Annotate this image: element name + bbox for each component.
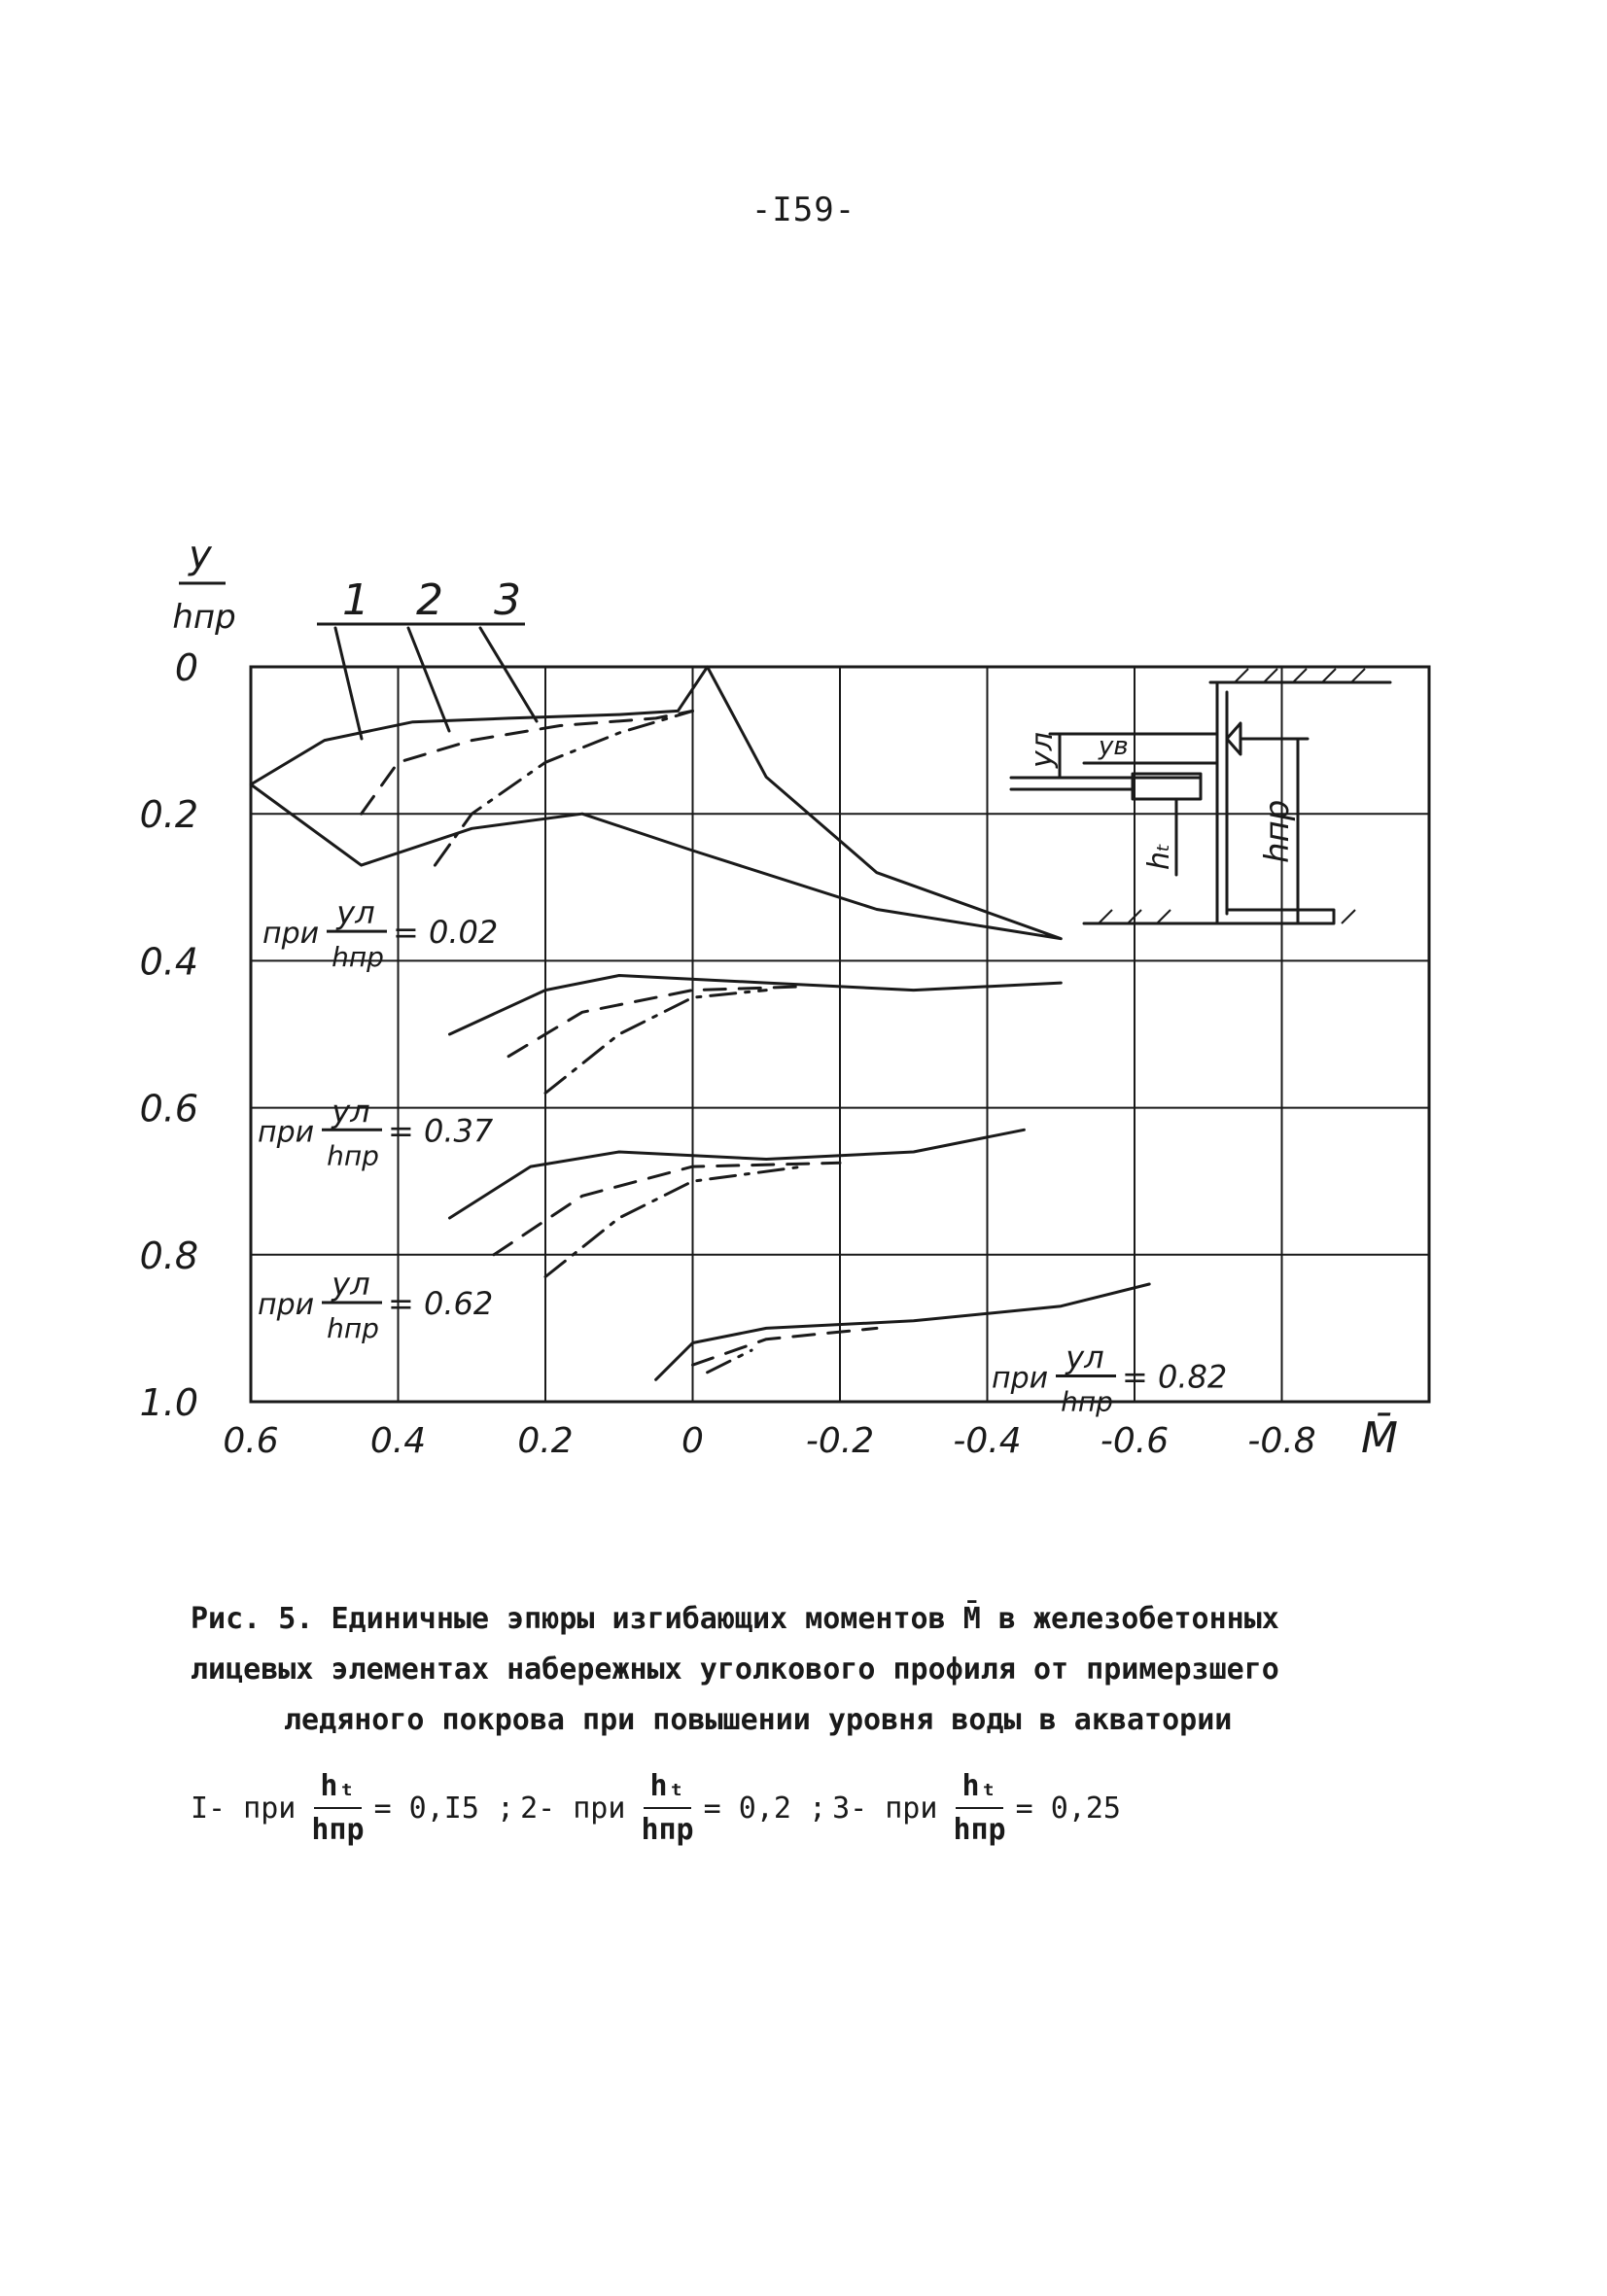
curve-group-3-series-1 [450,1130,1025,1218]
group-label-4 [992,1339,1227,1418]
x-tick-label-4: -0.2 [805,1421,875,1461]
inset-schematic [1011,669,1390,923]
curve-legend-leader-3 [480,628,537,721]
y-axis-label-num: y [189,533,212,577]
group-label-value: = 0.02 [393,914,499,952]
y-tick-labels [140,646,198,1424]
group-label-den: hпр [327,1139,379,1172]
formula-1-prefix: I- при [191,1791,297,1826]
group-label-value: = 0.62 [388,1284,494,1322]
y-tick-label-0: 0 [174,646,198,689]
group-label-num: yл [1066,1339,1104,1376]
formula-3-fraction [953,1769,1005,1847]
caption-formula [191,1750,1127,1866]
inset-label-yl: yл [1026,732,1060,768]
inset-label-yv: yв [1099,732,1129,761]
y-tick-label-5: 1.0 [139,1381,198,1424]
formula-2-prefix: 2- при [520,1791,626,1826]
x-tick-labels [223,1421,1315,1461]
formula-3-prefix: 3- при [832,1791,938,1826]
group-label-num: yл [336,894,375,932]
x-tick-label-3: 0 [681,1421,704,1461]
x-axis-label: M̄ [1361,1413,1398,1463]
curve-legend-leader-1 [335,628,362,739]
group-label-2 [258,1093,494,1171]
x-tick-label-0: 0.6 [223,1421,279,1461]
group-label-den: hпр [1061,1385,1113,1418]
curve-group-2-series-2 [508,987,803,1057]
curve-group-2-series-1 [450,976,1062,1035]
group-label-value: = 0.82 [1122,1358,1228,1396]
formula-2-den: hпр [641,1813,694,1847]
formula-3-value: = 0,25 [1015,1791,1121,1826]
formula-1-value: = 0,I5 ; [373,1791,515,1826]
y-tick-label-1: 0.2 [139,793,198,837]
group-labels [258,894,1227,1417]
caption-line-2: лицевых элементах набережных уголкового профиля от примерзшего [191,1652,1279,1687]
x-tick-label-6: -0.6 [1100,1421,1170,1461]
curve-legend-1: 1 [342,575,369,625]
figure-caption [191,1594,1454,1746]
group-label-den: hпр [327,1311,379,1344]
formula-2-num: hₜ [644,1769,690,1809]
formula-1-num: hₜ [314,1769,361,1809]
group-label-prefix: при [262,917,320,952]
formula-2-fraction [641,1769,693,1847]
formula-1-den: hпр [311,1813,365,1847]
inset-hatch-top [1235,669,1365,682]
formula-1-fraction [311,1769,364,1847]
caption-line-3: ледяного покрова при повышении уровня воды в акватории [284,1703,1233,1737]
caption-line-1: Рис. 5. Единичные эпюры изгибающих моментов M̄ в железобетонных [191,1602,1279,1636]
curve-group-2-series-3 [545,991,766,1094]
inset-label-ht: hₜ [1142,843,1176,870]
curve-group-1-series-3 [435,711,692,865]
group-label-prefix: при [992,1361,1049,1396]
y-tick-label-2: 0.4 [139,940,198,984]
curve-group-4-series-2 [693,1328,877,1365]
x-tick-label-7: -0.8 [1247,1421,1316,1461]
group-label-3 [258,1266,493,1344]
group-label-value: = 0.37 [388,1112,494,1150]
curve-group-3-series-3 [545,1166,803,1276]
group-label-num: yл [332,1093,370,1131]
curve-legend [317,575,537,739]
y-axis-label-den: hпр [172,598,236,637]
inset-label-hpr: hпр [1258,799,1297,863]
formula-2-value: = 0,2 ; [703,1791,827,1826]
x-tick-label-2: 0.2 [517,1421,574,1461]
curve-legend-leader-2 [408,628,449,731]
y-tick-label-3: 0.6 [139,1087,198,1131]
y-tick-label-4: 0.8 [139,1234,198,1277]
moment-curves [251,667,1149,1379]
x-tick-label-1: 0.4 [369,1421,427,1461]
formula-3-den: hпр [953,1813,1006,1847]
page-number: -I59- [751,191,856,229]
x-tick-label-5: -0.4 [953,1421,1022,1461]
group-label-den: hпр [332,941,384,974]
group-label-prefix: при [258,1115,315,1150]
y-axis-label [172,533,235,637]
curve-legend-3: 3 [494,575,521,625]
inset-base [1201,910,1334,923]
curve-legend-2: 2 [416,575,443,625]
group-label-num: yл [332,1265,370,1303]
formula-3-num: hₜ [956,1769,1002,1809]
inset-support [1227,723,1240,754]
group-label-prefix: при [258,1287,315,1322]
